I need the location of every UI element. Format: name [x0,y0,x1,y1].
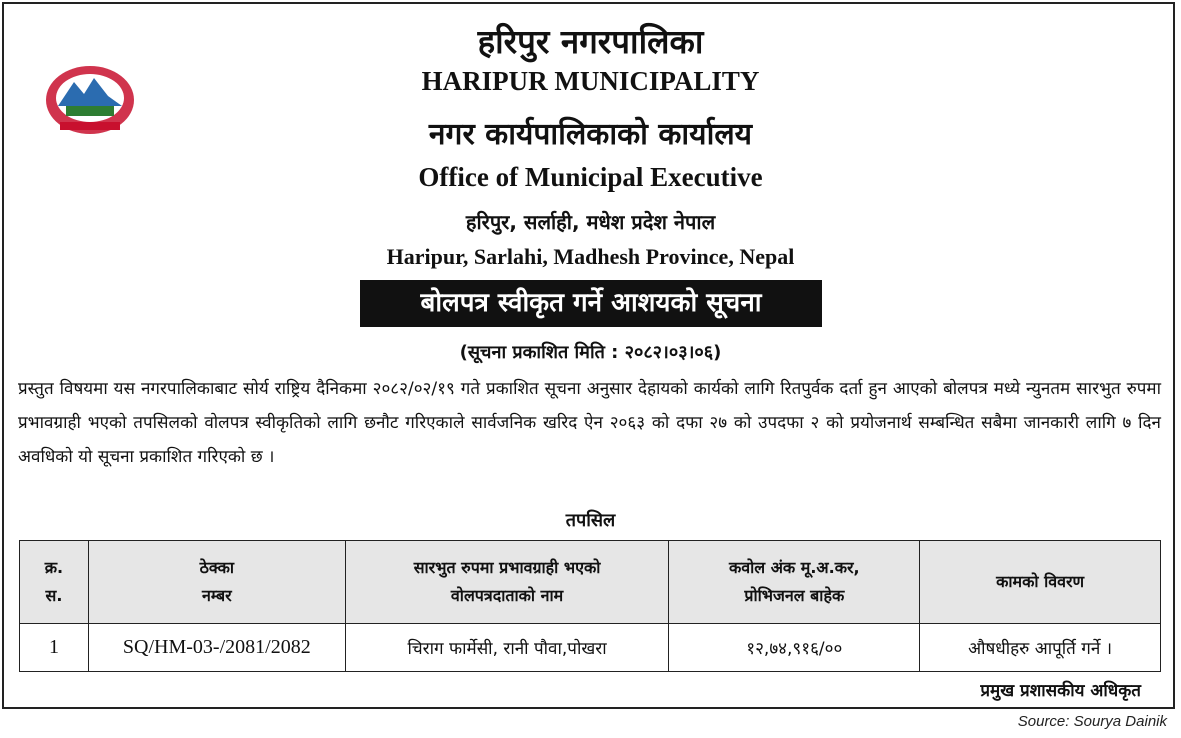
address-en: Haripur, Sarlahi, Madhesh Province, Nepal [386,244,795,269]
notice-title-banner: बोलपत्र स्वीकृत गर्ने आशयको सूचना [360,280,822,327]
header-serial: क्र. स. [20,541,89,624]
published-date: (सूचना प्रकाशित मिति : २०८२।०३।०६) [459,342,722,363]
municipality-name-np: हरिपुर नगरपालिका [477,22,704,61]
municipality-name-en: HARIPUR MUNICIPALITY [421,66,760,96]
office-name-np: नगर कार्यपालिकाको कार्यालय [428,117,753,152]
header-bid-amount: कवोल अंक मू.अ.कर, प्रोभिजनल बाहेक [669,541,920,624]
cell-serial: 1 [20,624,89,672]
header-work-description: कामको विवरण [920,541,1161,624]
cell-work-description: औषधीहरु आपूर्ति गर्ने । [920,624,1161,672]
source-credit: Source: Sourya Dainik [1017,713,1167,730]
header-bidder-name: सारभुत रुपमा प्रभावग्राही भएको वोलपत्रदाताको नाम [345,541,669,624]
cell-bidder-name: चिराग फार्मेसी, रानी पौवा,पोखरा [345,624,669,672]
cell-bid-amount: १२,७४,९१६/०० [669,624,920,672]
header-contract-number: ठेक्का नम्बर [88,541,345,624]
office-name-en: Office of Municipal Executive [418,162,763,192]
schedule-heading: तपसिल [565,510,616,531]
cell-contract-number: SQ/HM-03-/2081/2082 [88,624,345,672]
notice-body: प्रस्तुत विषयमा यस नगरपालिकाबाट सोर्य राष्ट्रिय दैनिकमा २०८२/०२/१९ गते प्रकाशित सूचना अनुसार देहायको कार्यको लागि रितपुर्वक दर्ता हुन आएको बोलपत्र मध्ये न्युनतम सारभुत रुपमा प्रभावग्राही भएको तपसिलको वोलपत्र स्वीकृतिको लागि छनौट गरिएकाले सार्वजनिक खरिद ऐन २०६३ को दफा २७ को उपदफा २ को प्रयोजनार्थ सम्बन्धित सबैमा जानकारी लागि ७ दिन अवधिको यो सूचना प्रकाशित गरिएको छ । [18,379,1161,467]
address-np: हरिपुर, सर्लाही, मधेश प्रदेश नेपाल [465,210,716,234]
bid-table [19,540,1161,672]
table-header-row [20,541,1161,624]
signer-title: प्रमुख प्रशासकीय अधिकृत [980,681,1141,701]
table-row [20,624,1161,672]
